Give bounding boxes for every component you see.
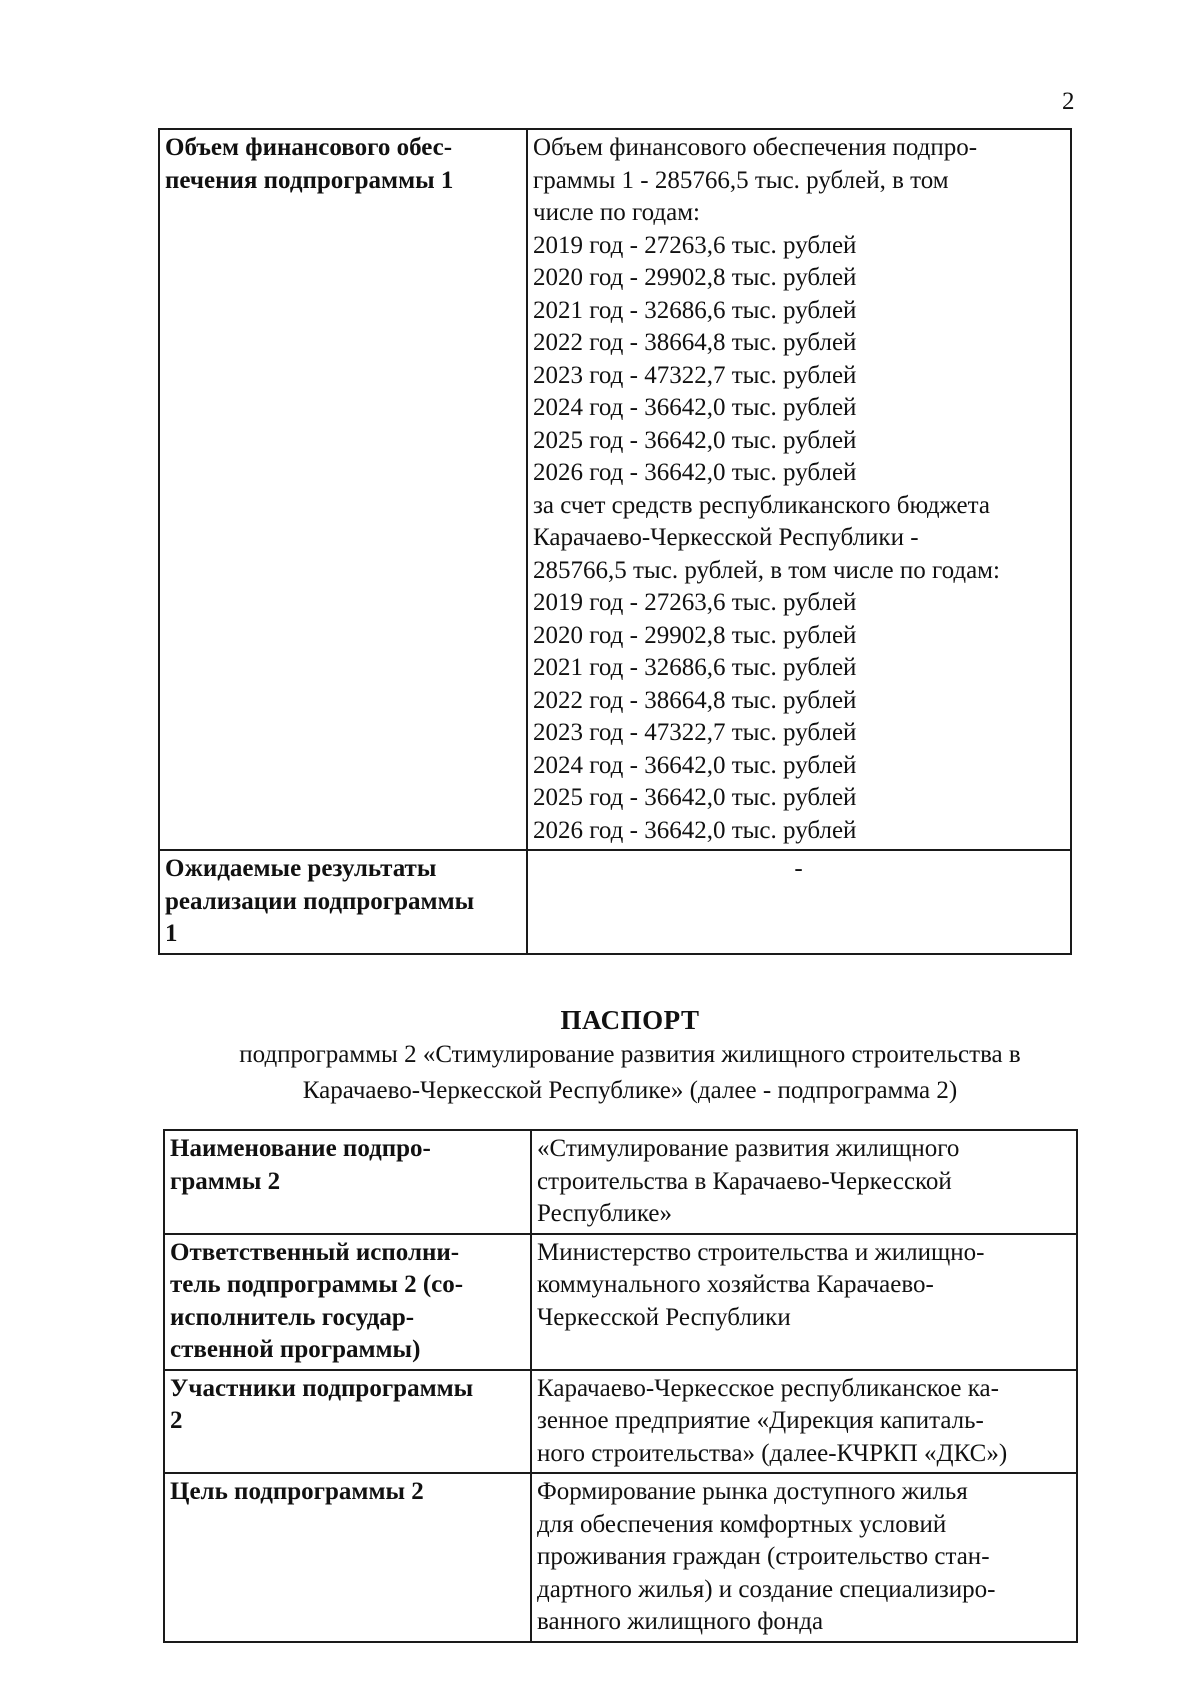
text-line: 2022 год - 38664,8 тыс. рублей: [533, 686, 857, 714]
passport-subtitle: [150, 1037, 1110, 1109]
text-line: ственной программы): [170, 1336, 421, 1363]
text-line: -: [794, 855, 803, 882]
text-line: для обеспечения комфортных условий: [537, 1510, 947, 1538]
text-line: Ожидаемые результаты: [165, 855, 437, 882]
text-line: 285766,5 тыс. рублей, в том числе по годам:: [533, 556, 1000, 584]
text-line: граммы 1 - 285766,5 тыс. рублей, в том: [533, 166, 949, 194]
text-line: реализации подпрограммы: [165, 887, 475, 915]
row-label-responsible: [164, 1234, 531, 1370]
text-line: 2021 год - 32686,6 тыс. рублей: [533, 654, 857, 681]
text-line: Черкесской Республики: [537, 1303, 791, 1331]
text-line: строительства в Карачаево-Черкесской: [537, 1167, 952, 1195]
table-row-participants: [164, 1370, 1077, 1474]
text-line: 2021 год - 32686,6 тыс. рублей: [533, 296, 857, 324]
text-line: 1: [165, 920, 178, 947]
text-line: Республике»: [537, 1200, 673, 1227]
subprogram-2-passport-table: [163, 1129, 1078, 1643]
text-line: Карачаево-Черкесской Республики -: [533, 524, 919, 551]
text-line: 2020 год - 29902,8 тыс. рублей: [533, 264, 857, 291]
text-line: 2020 год - 29902,8 тыс. рублей: [533, 621, 857, 649]
text-line: Наименование подпро-: [170, 1135, 431, 1162]
text-line: граммы 2: [170, 1167, 281, 1195]
text-line: подпрограммы 2 «Стимулирование развития жилищного строительства в: [239, 1041, 1021, 1068]
row-value-goal: [531, 1473, 1077, 1642]
text-line: Объем финансового обес-: [165, 134, 453, 161]
table-row-name: [164, 1130, 1077, 1234]
table-row-responsible: [164, 1234, 1077, 1370]
text-line: ванного жилищного фонда: [537, 1608, 824, 1635]
row-value-financing: [527, 129, 1071, 850]
text-line: Формирование рынка доступного жилья: [537, 1478, 968, 1505]
text-line: 2023 год - 47322,7 тыс. рублей: [533, 361, 857, 389]
table-row-expected-results: [159, 850, 1071, 954]
row-value-responsible: [531, 1234, 1077, 1370]
text-line: 2019 год - 27263,6 тыс. рублей: [533, 589, 857, 616]
text-line: 2024 год - 36642,0 тыс. рублей: [533, 751, 857, 779]
row-value-expected-results: [527, 850, 1071, 954]
page-number: 2: [1062, 88, 1075, 115]
passport-heading: [150, 1003, 1110, 1109]
text-line: 2019 год - 27263,6 тыс. рублей: [533, 231, 857, 259]
text-line: 2025 год - 36642,0 тыс. рублей: [533, 784, 857, 811]
text-line: Министерство строительства и жилищно-: [537, 1238, 985, 1266]
text-line: 2024 год - 36642,0 тыс. рублей: [533, 394, 857, 421]
row-value-name: [531, 1130, 1077, 1234]
text-line: зенное предприятие «Дирекция капиталь-: [537, 1407, 984, 1434]
text-line: Цель подпрограммы 2: [170, 1478, 424, 1505]
row-label-participants: [164, 1370, 531, 1474]
text-line: тель подпрограммы 2 (со-: [170, 1271, 464, 1298]
text-line: 2026 год - 36642,0 тыс. рублей: [533, 459, 857, 486]
text-line: за счет средств республиканского бюджета: [533, 491, 990, 519]
table-row-goal: [164, 1473, 1077, 1642]
row-label-goal: [164, 1473, 531, 1642]
row-value-participants: [531, 1370, 1077, 1474]
text-line: дартного жилья) и создание специализиро-: [537, 1575, 996, 1603]
text-line: 2: [170, 1407, 183, 1434]
financing-table: [158, 128, 1072, 955]
passport-title: ПАСПОРТ: [560, 1005, 700, 1035]
text-line: Объем финансового обеспечения подпро-: [533, 134, 978, 161]
text-line: 2025 год - 36642,0 тыс. рублей: [533, 426, 857, 454]
text-line: Карачаево-Черкесской Республике» (далее - подпрограмма 2): [302, 1077, 958, 1104]
text-line: Участники подпрограммы: [170, 1374, 474, 1402]
text-line: «Стимулирование развития жилищного: [537, 1135, 960, 1162]
text-line: Карачаево-Черкесское республиканское ка-: [537, 1374, 999, 1402]
text-line: коммунального хозяйства Карачаево-: [537, 1271, 934, 1298]
text-line: 2023 год - 47322,7 тыс. рублей: [533, 719, 857, 746]
row-label-name: [164, 1130, 531, 1234]
text-line: 2022 год - 38664,8 тыс. рублей: [533, 329, 857, 356]
text-line: Ответственный исполни-: [170, 1238, 460, 1266]
text-line: проживания граждан (строительство стан-: [537, 1543, 990, 1570]
text-line: числе по годам:: [533, 199, 700, 226]
text-line: 2026 год - 36642,0 тыс. рублей: [533, 816, 857, 844]
row-label-financing: [159, 129, 527, 850]
row-label-expected-results: [159, 850, 527, 954]
text-line: исполнитель государ-: [170, 1303, 415, 1331]
table-row-financing: [159, 129, 1071, 850]
text-line: ного строительства» (далее-КЧРКП «ДКС»): [537, 1439, 1008, 1467]
text-line: печения подпрограммы 1: [165, 166, 454, 194]
